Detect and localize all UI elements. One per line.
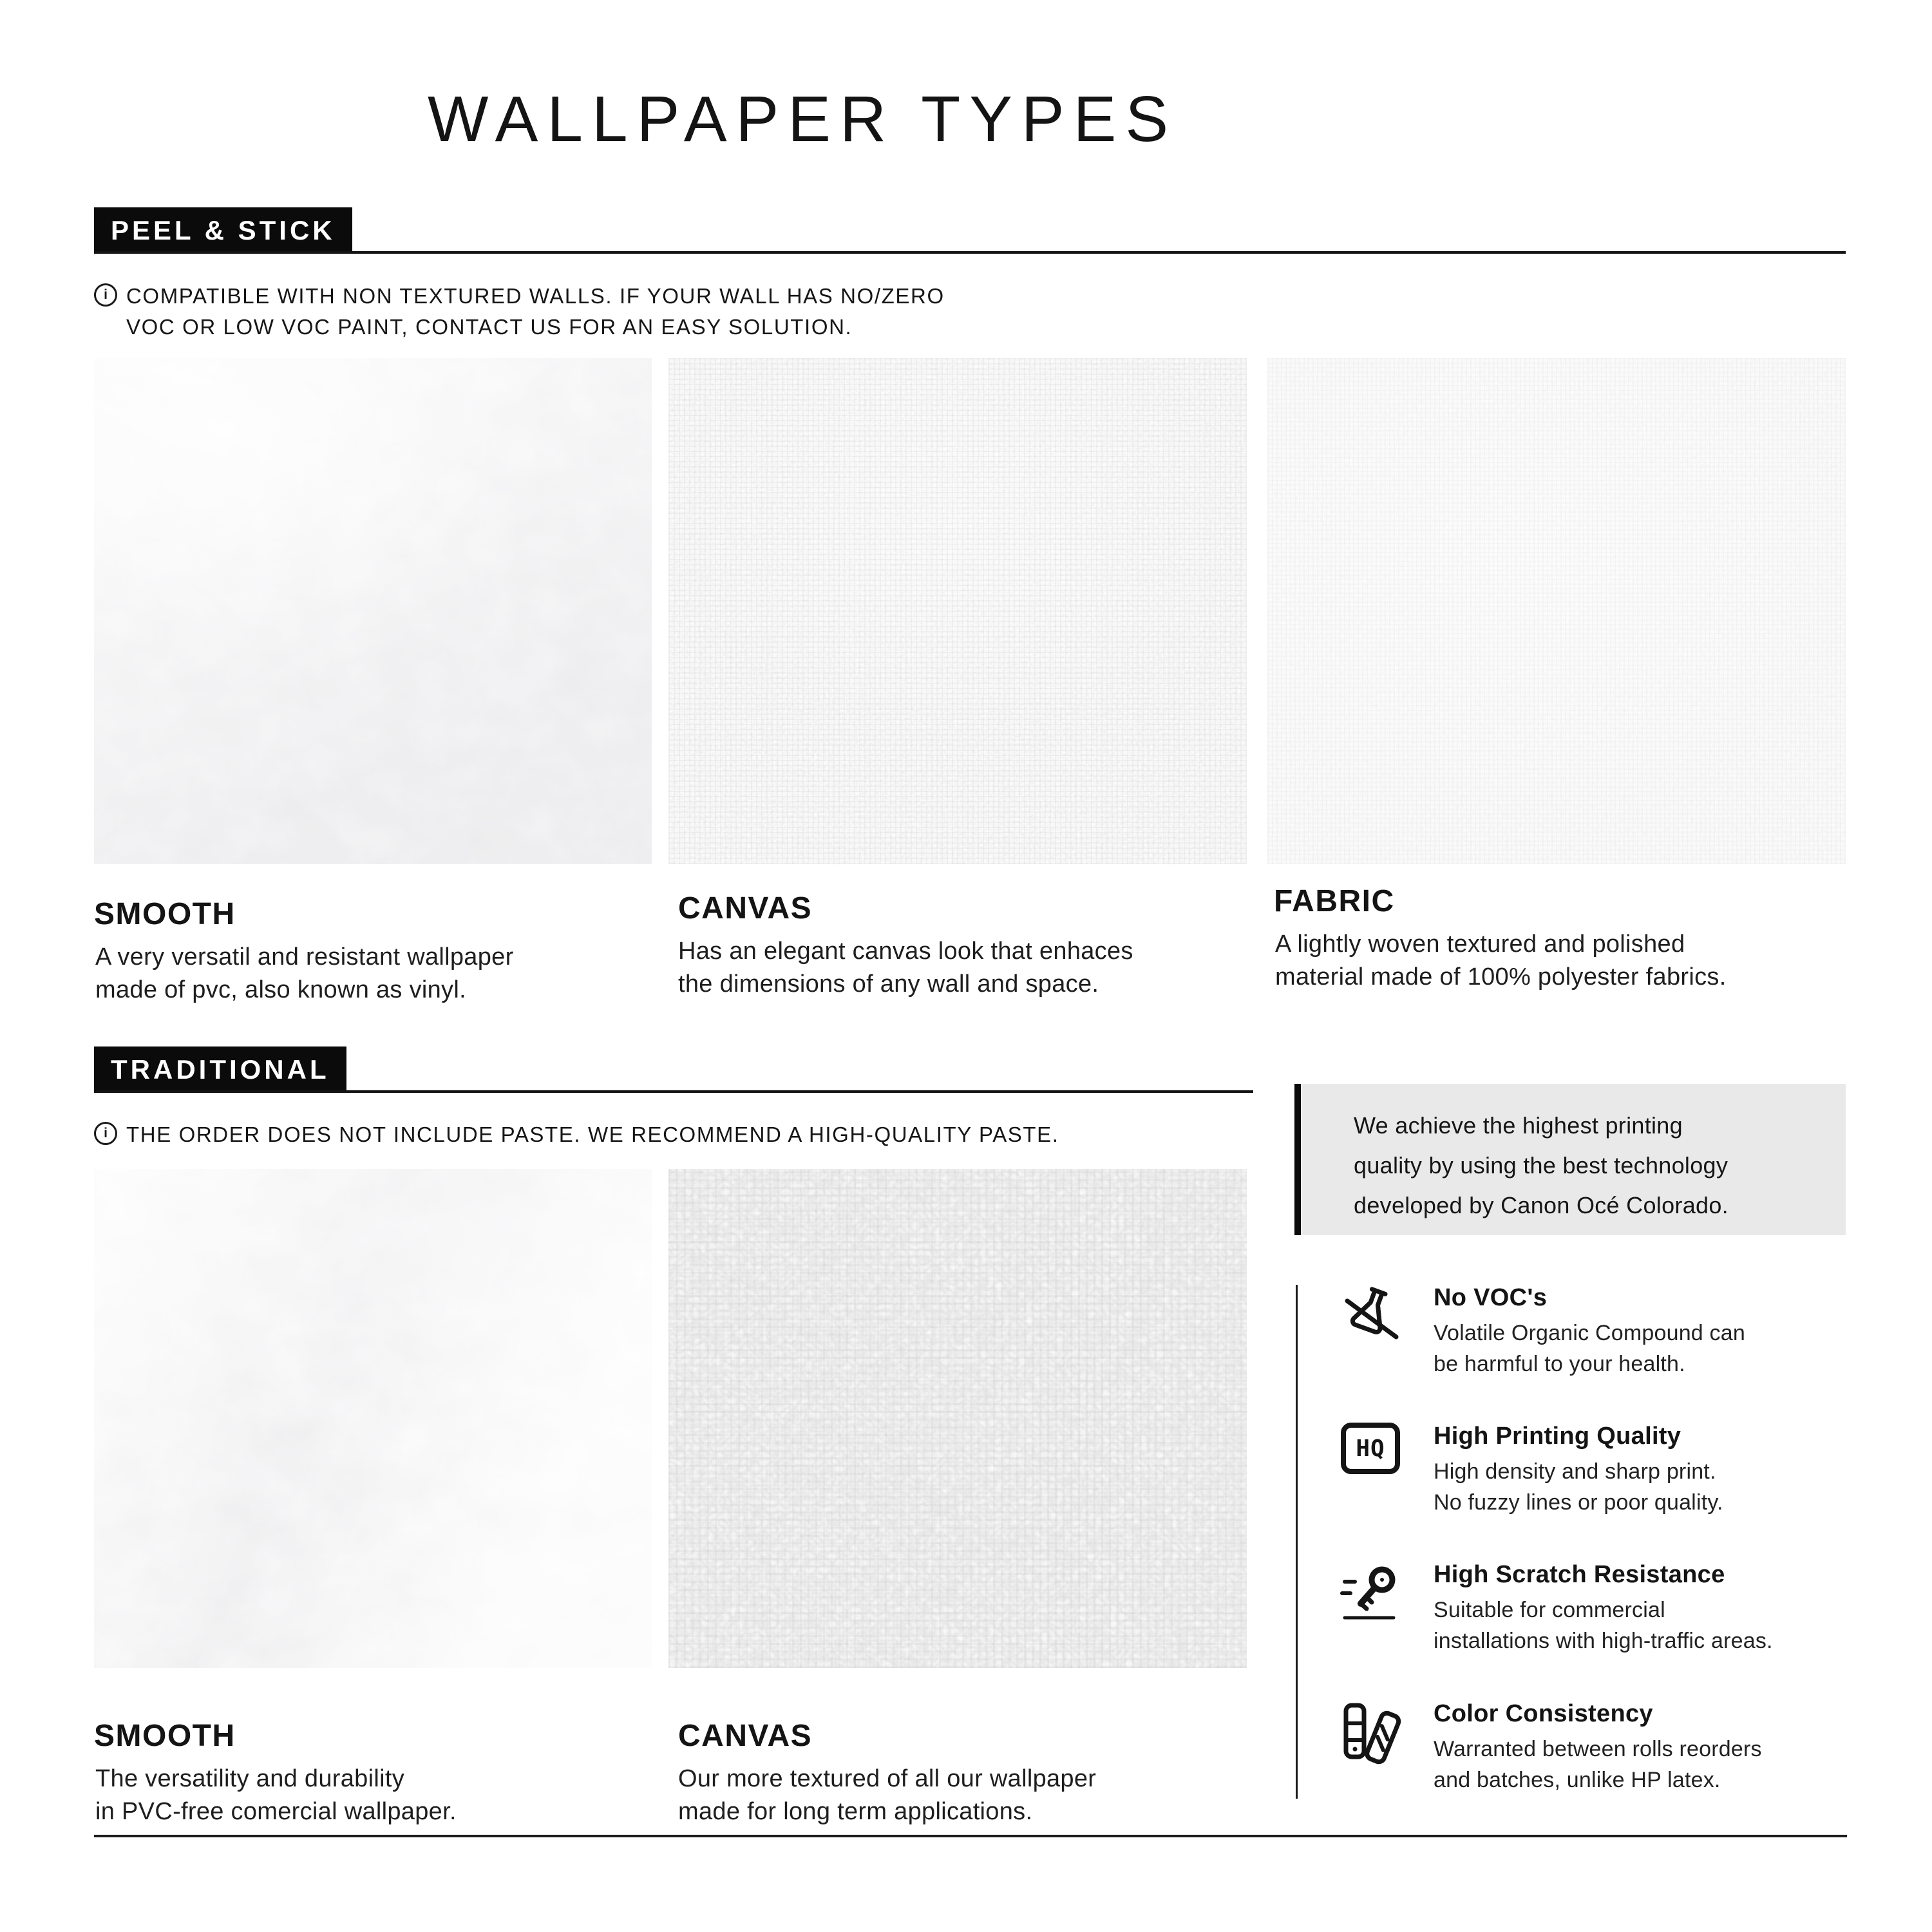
- features-divider-line: [1296, 1285, 1298, 1799]
- swatch-desc-traditional-canvas-line1: Our more textured of all our wallpaper: [678, 1765, 1097, 1792]
- feature-desc-line1: Suitable for commercial: [1434, 1598, 1665, 1622]
- traditional-divider-line: [94, 1090, 1253, 1093]
- peel-stick-divider-line: [94, 251, 1846, 254]
- feature-title: High Printing Quality: [1434, 1423, 1681, 1450]
- traditional-note-line1: THE ORDER DOES NOT INCLUDE PASTE. WE RECOMMEND A HIGH-QUALITY PASTE.: [126, 1122, 1059, 1146]
- quality-note-line3: developed by Canon Océ Colorado.: [1354, 1192, 1728, 1218]
- info-icon: [94, 1122, 117, 1145]
- swatch-peel-stick-fabric: [1267, 358, 1846, 864]
- swatch-peel-stick-canvas: [668, 358, 1247, 864]
- feature-desc-line2: No fuzzy lines or poor quality.: [1434, 1490, 1723, 1515]
- swatch-desc-traditional-smooth-line2: in PVC-free comercial wallpaper.: [95, 1798, 457, 1825]
- swatch-title-fabric: FABRIC: [1274, 884, 1395, 918]
- quality-panel: [1302, 1084, 1846, 1235]
- swatch-desc-fabric-line2: material made of 100% polyester fabrics.: [1275, 963, 1727, 990]
- peel-stick-note: [94, 281, 945, 343]
- info-icon-glyph: i: [104, 287, 108, 302]
- feature-color-consistency: [1341, 1699, 1908, 1795]
- info-icon: [94, 283, 117, 307]
- swatch-title-canvas: CANVAS: [678, 891, 813, 925]
- feature-desc-line1: Volatile Organic Compound can: [1434, 1321, 1745, 1345]
- swatch-desc-smooth-line2: made of pvc, also known as vinyl.: [95, 976, 466, 1003]
- peel-stick-note-line1: COMPATIBLE WITH NON TEXTURED WALLS. IF YOUR WALL HAS NO/ZERO: [126, 284, 945, 308]
- feature-title: Color Consistency: [1434, 1700, 1653, 1727]
- peel-stick-note-line2: VOC OR LOW VOC PAINT, CONTACT US FOR AN EASY SOLUTION.: [126, 315, 853, 339]
- swatch-desc-traditional-smooth-line1: The versatility and durability: [95, 1765, 404, 1792]
- feature-title: No VOC's: [1434, 1284, 1548, 1311]
- feature-desc-line2: be harmful to your health.: [1434, 1352, 1685, 1376]
- swatch-title-smooth: SMOOTH: [94, 897, 236, 931]
- feature-high-scratch-resistance: [1341, 1560, 1908, 1656]
- color-swatchbook-icon: [1341, 1700, 1403, 1762]
- no-voc-flask-icon: [1341, 1284, 1403, 1346]
- page-title: WALLPAPER TYPES: [427, 83, 1178, 155]
- section-label-traditional: TRADITIONAL: [94, 1046, 346, 1093]
- info-icon-glyph: i: [104, 1126, 108, 1141]
- quality-note-line2: quality by using the best technology: [1354, 1152, 1728, 1179]
- swatch-traditional-smooth: [94, 1169, 652, 1668]
- quality-note-line1: We achieve the highest printing: [1354, 1112, 1683, 1139]
- swatch-peel-stick-smooth: [94, 358, 652, 864]
- swatch-desc-traditional-canvas-line2: made for long term applications.: [678, 1798, 1033, 1825]
- swatch-desc-canvas-line2: the dimensions of any wall and space.: [678, 971, 1099, 998]
- feature-desc-line2: installations with high-traffic areas.: [1434, 1629, 1773, 1653]
- swatch-traditional-canvas: [668, 1169, 1247, 1668]
- swatch-desc-fabric-line1: A lightly woven textured and polished: [1275, 931, 1685, 958]
- feature-desc-line2: and batches, unlike HP latex.: [1434, 1768, 1721, 1792]
- feature-no-voc: [1341, 1283, 1908, 1379]
- feature-desc-line1: Warranted between rolls reorders: [1434, 1737, 1762, 1761]
- section-label-peel-stick: PEEL & STICK: [94, 207, 352, 254]
- feature-desc-line1: High density and sharp print.: [1434, 1459, 1716, 1484]
- feature-high-printing-quality: [1341, 1421, 1908, 1518]
- traditional-note: [94, 1119, 1059, 1150]
- hq-badge-text: HQ: [1356, 1435, 1385, 1462]
- swatch-desc-smooth-line1: A very versatil and resistant wallpaper: [95, 943, 514, 971]
- hq-badge-icon: [1341, 1423, 1403, 1484]
- swatch-title-traditional-smooth: SMOOTH: [94, 1719, 236, 1753]
- swatch-title-traditional-canvas: CANVAS: [678, 1719, 813, 1753]
- feature-title: High Scratch Resistance: [1434, 1561, 1725, 1588]
- quality-panel-accent-bar: [1294, 1084, 1301, 1235]
- swatch-desc-canvas-line1: Has an elegant canvas look that enhaces: [678, 938, 1133, 965]
- scratch-key-icon: [1341, 1561, 1403, 1623]
- bottom-divider-line: [94, 1835, 1847, 1837]
